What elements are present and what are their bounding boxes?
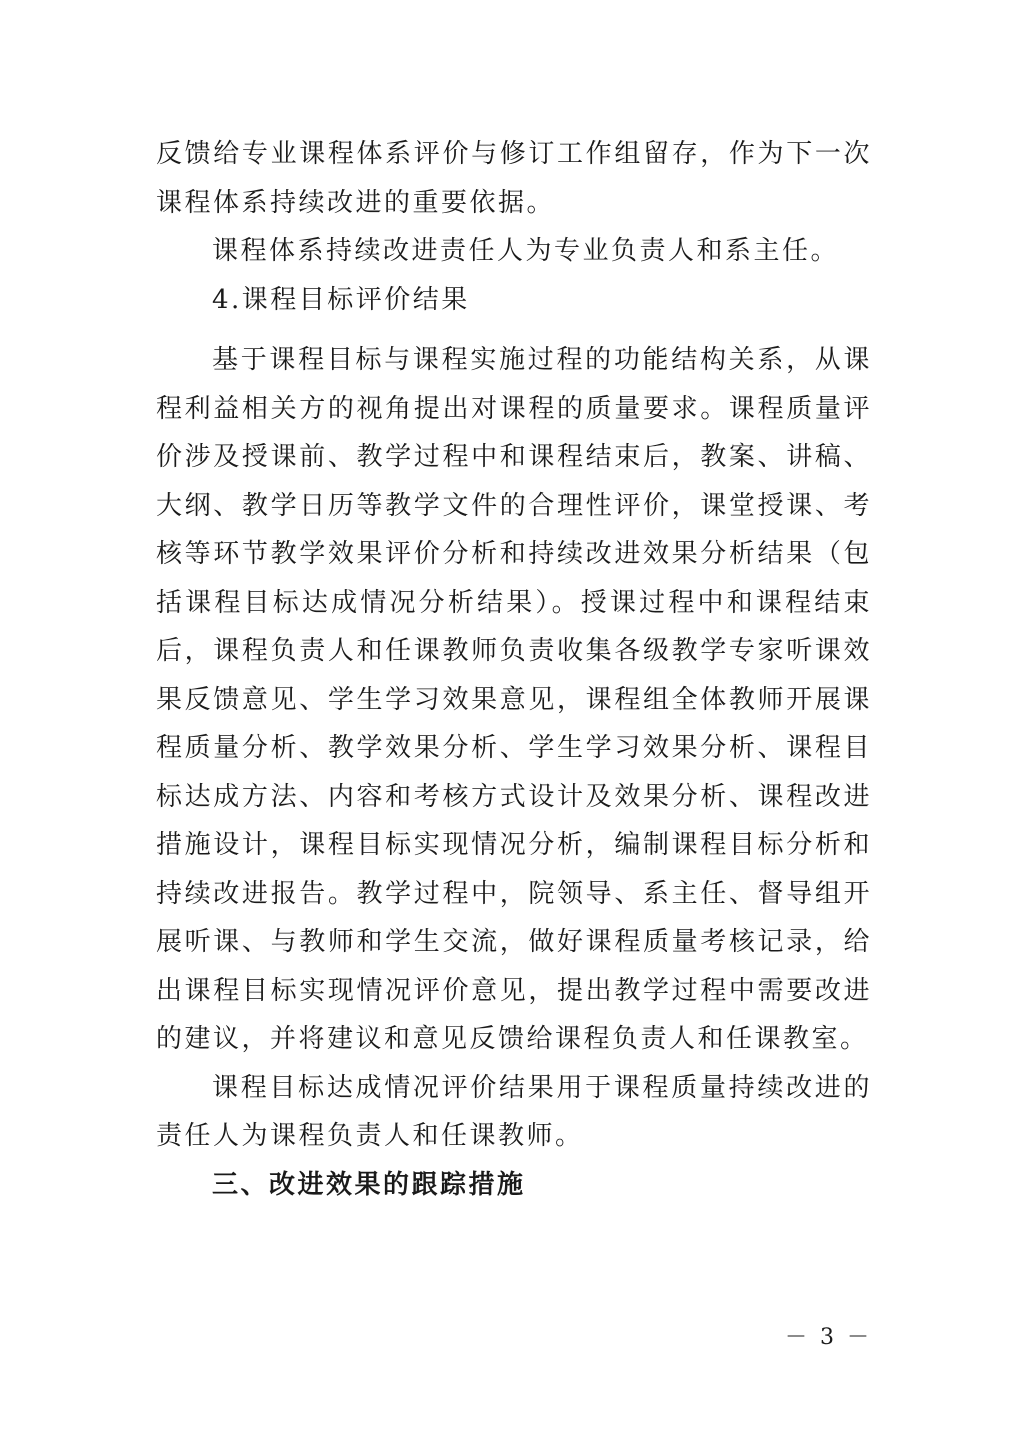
subheading-course-objective-results: 4.课程目标评价结果 [212,284,470,315]
page-number: － 3 － [785,1325,872,1350]
section-title-tracking-measures: 三、改进效果的跟踪措施 [212,1169,526,1200]
page-body [156,130,872,1209]
paragraph-responsibility-course: 课程目标达成情况评价结果用于课程质量持续改进的责任人为课程负责人和任课教师。 [156,1072,872,1151]
paragraph-continuation: 反馈给专业课程体系评价与修订工作组留存，作为下一次课程体系持续改进的重要依据。 [156,139,872,218]
paragraph-course-quality-evaluation: 基于课程目标与课程实施过程的功能结构关系，从课程利益相关方的视角提出对课程的质量要求。课程质量评价涉及授课前、教学过程中和课程结束后，教案、讲稿、大纲、教学日历等教学文件的合理性评价，课堂授课、考核等环节教学效果评价分析和持续改进效果分析结果（包括课程目标达成情况分析结果）。授课过程中和课程结束后，课程负责人和任课教师负责收集各级教学专家听课效果反馈意见、学生学习效果意见，课程组全体教师开展课程质量分析、教学效果分析、学生学习效果分析、课程目标达成方法、内容和考核方式设计及效果分析、课程改进措施设计，课程目标实现情况分析，编制课程目标分析和持续改进报告。教学过程中，院领导、系主任、督导组开展听课、与教师和学生交流，做好课程质量考核记录，给出课程目标实现情况评价意见，提出教学过程中需要改进的建议，并将建议和意见反馈给课程负责人和任课教室。 [156,345,872,1054]
paragraph-responsibility-system: 课程体系持续改进责任人为专业负责人和系主任。 [212,236,840,266]
